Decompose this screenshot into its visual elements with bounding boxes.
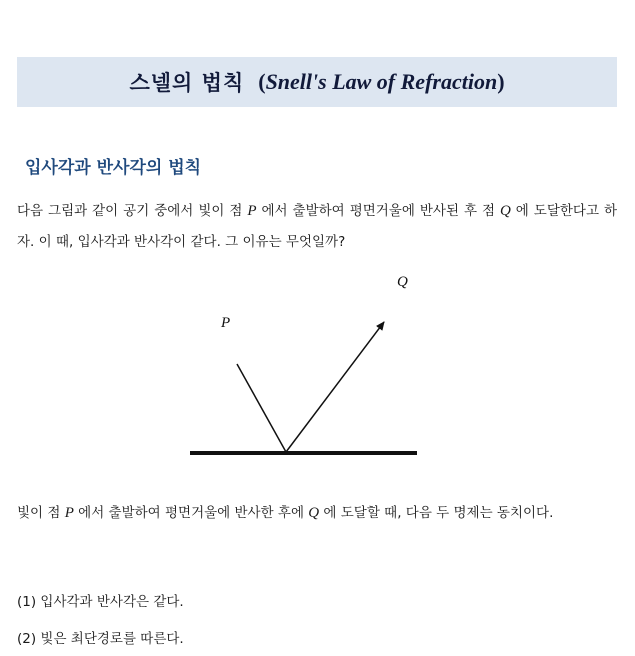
reflection-diagram (0, 260, 635, 470)
statement-item-1: (1) 입사각과 반사각은 같다. (17, 594, 184, 610)
statement-item-2: (2) 빛은 최단경로를 따른다. (17, 631, 184, 647)
title-english-open-paren: ( (258, 69, 266, 94)
intro-text-3: 에 도달한다고 하자. 이 때, 입사각과 반사각이 같다. 그 이유는 무엇일까? (17, 203, 617, 250)
title-korean: 스넬의 법칙 (129, 71, 245, 95)
intro-var-q: Q (499, 203, 511, 219)
intro-text-2: 에서 출발하여 평면거울에 반사된 후 점 (256, 203, 500, 219)
intro-text-1: 다음 그림과 같이 공기 중에서 빛이 점 (17, 203, 248, 219)
statement-text-2: 에서 출발하여 평면거울에 반사한 후에 (73, 505, 309, 521)
title-english-text: Snell's Law of Refraction (265, 69, 498, 94)
point-q-label: Q (397, 274, 408, 290)
statement-var-q: Q (308, 505, 320, 521)
intro-var-p: P (247, 203, 257, 219)
statement-text-3: 에 도달할 때, 다음 두 명제는 동치이다. (319, 505, 554, 521)
statement-var-p: P (64, 505, 74, 521)
reflected-ray (286, 322, 384, 452)
section-heading: 입사각과 반사각의 법칙 (25, 158, 202, 178)
title-english-close-paren: ) (497, 69, 505, 94)
incident-ray (237, 364, 286, 452)
point-p-label: P (221, 315, 231, 331)
title-english (258, 69, 504, 95)
reflection-diagram-svg (0, 260, 635, 470)
intro-paragraph (17, 196, 617, 258)
title-banner (17, 57, 617, 107)
statement-paragraph (17, 498, 617, 529)
statement-text-1: 빛이 점 (17, 505, 65, 521)
